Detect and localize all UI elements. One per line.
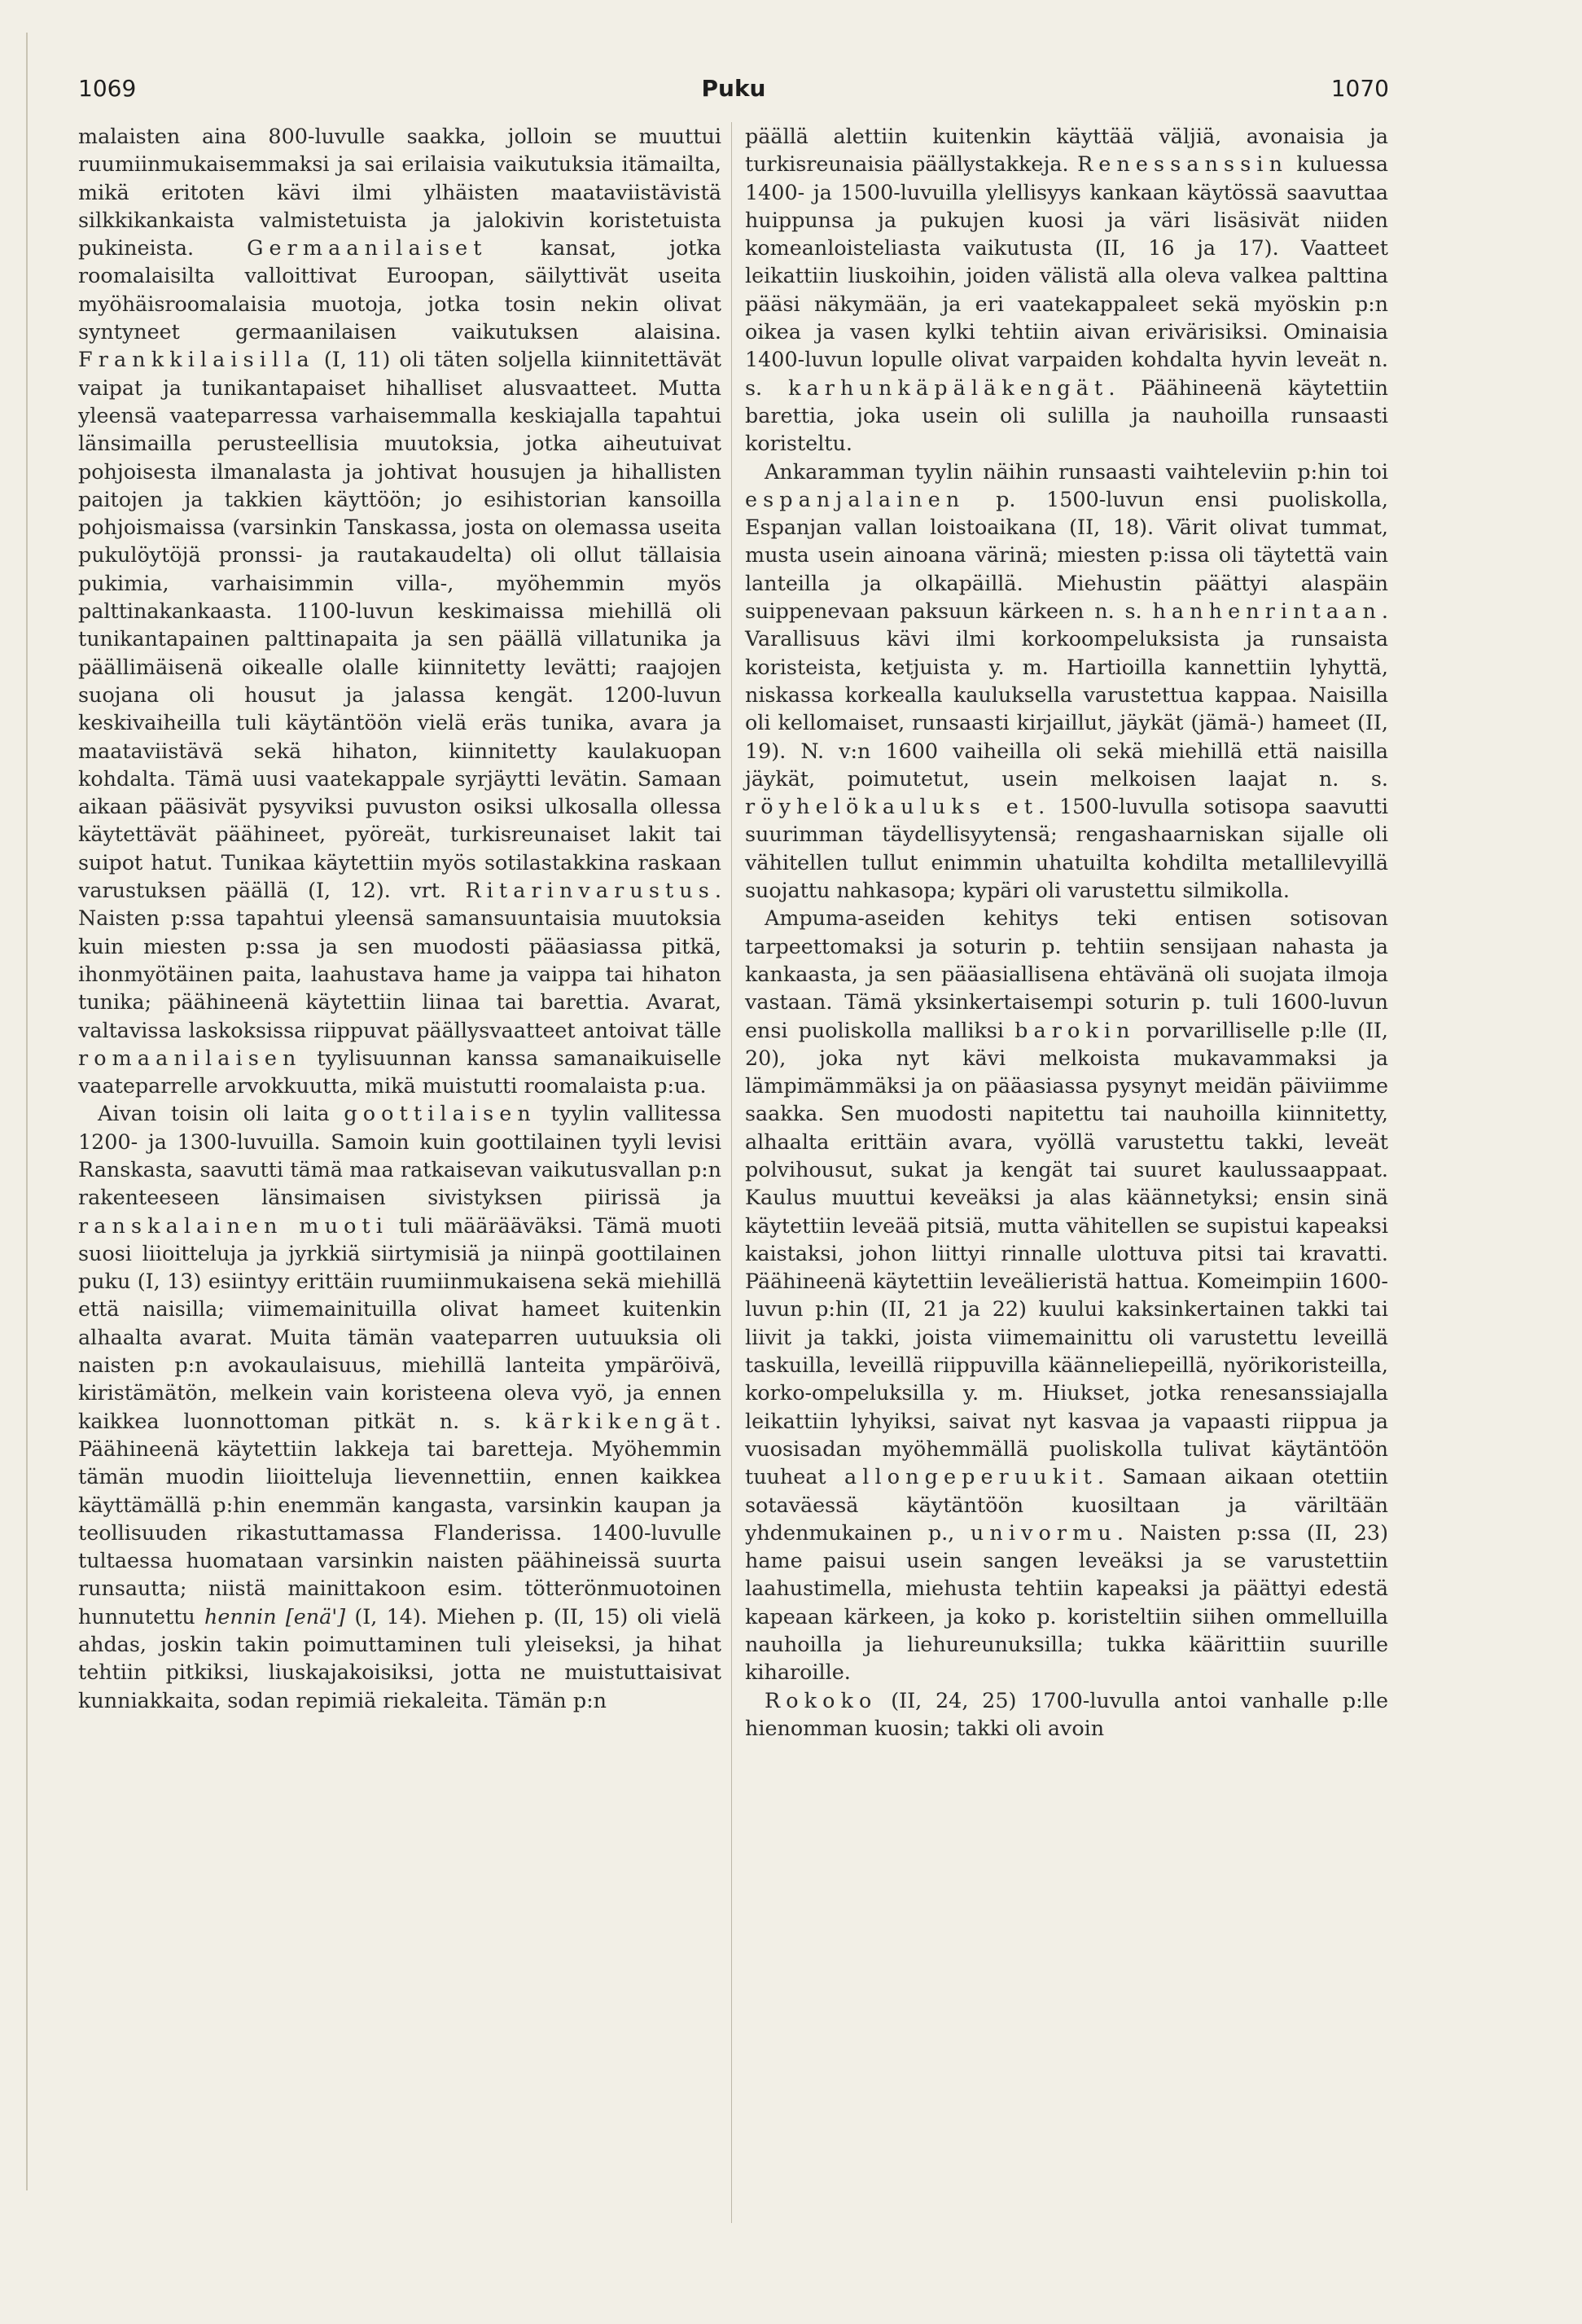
right-page-number: 1070	[1330, 75, 1389, 102]
text-run: p. 1500-luvun ensi puoliskolla, Espanjan vallan loistoaikana (II, 18). Värit olivat tummat, musta usein ainoana värinä; miesten p:issa oli täytettä vain lanteilla ja olkapäillä. Miehustin päättyi alaspäin suippenevaan paksuun kärkeen n. s.	[745, 486, 1388, 624]
emphasized-term: Ritarinvarustus	[465, 878, 715, 903]
emphasized-term: Germaanilaiset	[247, 235, 488, 261]
text-run: kuluessa 1400- ja 1500-luvuilla ylellisyys kankaan käytössä saavuttaa huippunsa ja pukujen kuosi ja väri lisäsivät niiden komeanloisteliasta vaikutusta (II, 16 ja 17). Vaatteet leikattiin liuskoihin, joiden välistä alla oleva valkea palttina pääsi näkymään, ja eri vaatekappaleet sekä myöskin p:n oikea ja vasen kylki tehtiin aivan erivärisiksi. Ominaisia 1400-luvun lopulle olivat varpaiden kohdalta hyvin leveät n. s.	[745, 151, 1388, 400]
text-run: . 1500-luvulla sotisopa saavutti suurimman täydellisyytensä; rengashaarniskan sijalle oli vähitellen tullut enimmin uhatuilta kohdilta metallilevyillä suojattu nahkasopa; kypäri oli varustettu silmikolla.	[745, 794, 1388, 903]
text-run: kansat, jotka roomalaisilta valloittivat Euroopan, säilyttivät useita myöhäisroomalaisia muotoja, jotka tosin nekin olivat syntyneet germaanilaisen vaikutuksen alaisina.	[78, 235, 721, 344]
text-run: . Samaan aikaan otettiin sotaväessä käytäntöön kuosiltaan ja väriltään yhdenmukainen p.,	[745, 1464, 1388, 1545]
emphasized-term: barokin	[1014, 1017, 1136, 1042]
paragraph	[78, 1099, 721, 1714]
paragraph	[745, 122, 1388, 458]
text-run: Ampuma-aseiden kehitys teki entisen sotisovan tarpeettomaksi ja soturin p. tehtiin sensijaan nahasta ja kankaasta, ja sen pääasiallisena ehtävänä oli suojata ilmoja vastaan. Tämä yksinkertaisempi soturin p. tuli 1600-luvun ensi puoliskolla malliksi	[745, 905, 1388, 1042]
left-page-number: 1069	[78, 75, 137, 102]
text-run: porvarilliselle p:lle (II, 20), joka nyt kävi melkoista mukavammaksi ja lämpimämmäksi ja on pääasiassa pysynyt meidän päiviimme saakka. Sen muodosti napitettu tai nauhoilla kiinnitetty, alhaalta erittäin avara, vyöllä varustettu takki, leveät polvihousut, sukat ja kengät tai suuret kaulussaappaat. Kaulus muuttui keveäksi ja alas käännetyksi; ensin sinä käytettiin leveää pitsiä, mutta vähitellen se supistui kapeaksi kaistaksi, johon liittyi rinnalle ulottuva pitsi tai kravatti. Päähineenä käytettiin leveälieristä hattua. Komeimpiin 1600-luvun p:hin (II, 21 ja 22) kuului kaksinkertainen takki tai liivit ja takki, joista viimemainittu oli varustettu leveillä taskuilla, leveillä riippuvilla käänneliepeillä, nyörikoristeilla, korko-ompeluksilla y. m. Hiukset, jotka renesanssiajalla leikattiin lyhyiksi, saivat nyt kasvaa ja vapaasti riippua ja vuosisadan myöhemmällä puoliskolla tulivat käytäntöön tuuheat	[745, 1017, 1388, 1489]
paragraph	[745, 1686, 1388, 1743]
text-run: (I, 14). Miehen p. (II, 15) oli vielä ahdas, joskin takin poimuttaminen tuli yleiseksi, ja hihat tehtiin pitkiksi, liuskajakoisiksi, jotta ne muistuttaisivat kunniakkaita, sodan repimiä riekaleita. Tämän p:n	[78, 1603, 722, 1712]
left-column	[78, 122, 721, 1714]
emphasized-term: hanhenrintaan	[1152, 599, 1382, 624]
text-run: (II, 24, 25) 1700-luvulla antoi vanhalle p:lle hienomman kuosin; takki oli avoin	[745, 1687, 1388, 1740]
emphasized-term: Frankkilaisilla	[78, 347, 315, 372]
text-run: . Naisten p:ssa (II, 23) hame paisui usein sangen leveäksi ja se varustettiin laahustimella, miehusta tehtiin kapeaksi ja päättyi edestä kapeaan kärkeen, ja koko p. koristeltiin siihen ommelluilla nauhoilla ja liehureunuksilla; tukka käärittiin suurille kiharoille.	[745, 1519, 1388, 1685]
text-run: tuli määrääväksi. Tämä muoti suosi liioitteluja ja jyrkkiä siirtymisiä ja niinpä goottilainen puku (I, 13) esiintyy erittäin ruumiinmukaisena sekä miehillä että naisilla; viimemainituilla olivat hameet kuitenkin alhaalta avarat. Muita tämän vaateparren uutuuksia oli naisten p:n avokaulaisuus, miehillä lanteita ympäröivä, kiristämätön, melkein vain koristeena oleva vyö, ja ennen kaikkea luonnottoman pitkät n. s.	[78, 1212, 721, 1433]
column-divider	[731, 122, 732, 2223]
emphasized-term: univormu	[970, 1519, 1117, 1545]
text-run: . Varallisuus kävi ilmi korkoompeluksista ja runsaista koristeista, ketjuista y. m. Hartioilla kannettiin lyhyttä, niskassa korkealla kauluksella varustettua kappaa. Naisilla oli kellomaiset, runsaasti kirjaillut, jäykät (jämä-) hameet (II, 19). N. v:n 1600 vaiheilla oli sekä miehillä että naisilla jäykät, poimutetut, usein melkoisen laajat n. s.	[745, 599, 1388, 791]
emphasized-term: karhunkäpäläkengät	[788, 375, 1109, 400]
text-run: päällä alettiin kuitenkin käyttää väljiä, avonaisia ja turkisreunaisia päällystakkeja.	[745, 124, 1388, 177]
emphasized-term: röyhelökauluks et	[745, 794, 1039, 819]
text-run: . Päähineenä käytettiin barettia, joka usein oli sulilla ja nauhoilla runsaasti koristeltu.	[745, 375, 1388, 456]
page-title: Puku	[701, 75, 766, 102]
emphasized-term: hennin [enä']	[204, 1603, 346, 1629]
text-run: . Naisten p:ssa tapahtui yleensä samansuuntaisia muutoksia kuin miesten p:ssa ja sen muodosti pääasiassa pitkä, ihonmyötäinen paita, laahustava hame ja vaippa tai hihaton tunika; päähineenä käytettiin liinaa tai barettia. Avarat, valtavissa laskoksissa riippuvat päällysvaatteet antoivat tälle	[78, 878, 721, 1042]
text-run: . Päähineenä käytettiin lakkeja tai baretteja. Myöhemmin tämän muodin liioitteluja lievennettiin, ennen kaikkea käyttämällä p:hin enemmän kangasta, varsinkin kaupan ja teollisuuden rikastuttamassa Flanderissa. 1400-luvulle tultaessa huomataan varsinkin naisten päähineissä suurta runsautta; niistä mainittakoon esim. tötterönmuotoinen hunnutettu	[78, 1408, 721, 1629]
emphasized-term: ranskalainen muoti	[78, 1212, 389, 1238]
emphasized-term: Renessanssin	[1077, 151, 1289, 177]
emphasized-term: espanjalainen	[745, 486, 966, 511]
emphasized-term: romaanilaisen	[78, 1045, 302, 1070]
emphasized-term: allongeperuukit	[844, 1464, 1098, 1489]
emphasized-term: goottilaisen	[344, 1101, 537, 1126]
right-column	[745, 122, 1388, 1742]
emphasized-term: Rokoko	[765, 1687, 878, 1712]
text-run: (I, 11) oli täten soljella kiinnitettävät vaipat ja tunikantapaiset hihalliset alusvaatteet. Mutta yleensä vaateparressa varhaisemmalla keskiajalla tapahtui länsimailla perusteellisia muutoksia, jotka aiheutuivat pohjoisesta ilmanalasta ja johtivat housujen ja hihallisten paitojen ja takkien käyttöön; jo esihistorian kansoilla pohjoismaissa (varsinkin Tanskassa, josta on olemassa useita pukulöytöjä pronssi- ja rautakaudelta) oli ollut tällaisia pukimia, varhaisimmin villa-, myöhemmin myös palttinakankaasta. 1100-luvun keskimaissa miehillä oli tunikantapainen palttinapaita ja sen päällä villatunika ja päällimäisenä oikealle olalle kiinnitetty levätti; raajojen suojana oli housut ja jalassa kengät. 1200-luvun keskivaiheilla tuli käytäntöön vielä eräs tunika, avara ja maataviistävä sekä hihaton, kiinnitetty kaulakuopan kohdalta. Tämä uusi vaatekappale syrjäytti levätin. Samaan aikaan pääsivät pysyviksi puvuston osiksi ulkosalla ollessa käytettävät päähineet, pyöreät, turkisreunaiset lakit tai suipot hatut. Tunikaa käytettiin myös sotilastakkina raskaan varustuksen päällä (I, 12). vrt.	[78, 347, 721, 903]
text-run: Aivan toisin oli laita	[98, 1101, 344, 1126]
paragraph	[78, 122, 721, 1099]
page-header	[78, 75, 1389, 107]
emphasized-term: kärkikengät	[525, 1408, 715, 1433]
text-run: malaisten aina 800-luvulle saakka, jolloin se muuttui ruumiinmukaisemmaksi ja sai erilaisia vaikutuksia itämailta, mikä eritoten kävi ilmi ylhäisten maataviistävistä silkkikankaista valmistetuista ja jalokivin koristetuista pukineista.	[78, 124, 721, 261]
paragraph	[745, 458, 1388, 905]
text-run: tyylisuunnan kanssa samanaikuiselle vaateparrelle arvokkuutta, mikä muistutti roomalaista p:ua.	[78, 1045, 721, 1098]
paragraph	[745, 904, 1388, 1686]
text-run: tyylin vallitessa 1200- ja 1300-luvuilla. Samoin kuin goottilainen tyyli levisi Ranskasta, saavutti tämä maa ratkaisevan vaikutusvallan p:n rakenteeseen länsimaisen sivistyksen piirissä ja	[78, 1101, 721, 1210]
text-run: Ankaramman tyylin näihin runsaasti vaihteleviin p:hin toi	[765, 458, 1388, 484]
page-edge-line	[26, 33, 28, 2190]
